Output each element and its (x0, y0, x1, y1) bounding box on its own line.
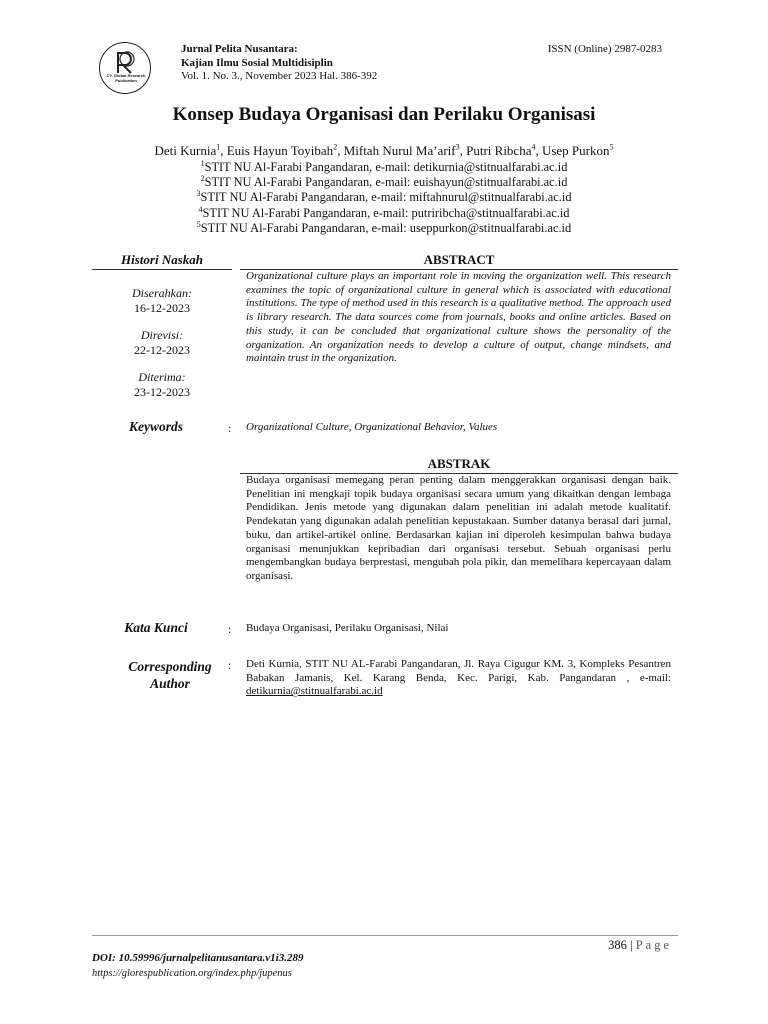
journal-name: Jurnal Pelita Nusantara: (181, 43, 298, 55)
histori-diterima (92, 370, 232, 399)
affiliation-list (0, 160, 768, 236)
histori-heading: Histori Naskah (121, 252, 203, 267)
logo-glyph-icon (114, 49, 136, 75)
affiliation-sup: 4 (198, 204, 203, 214)
affiliation-text: STIT NU Al-Farabi Pangandaran, e-mail: euishayun@stitnualfarabi.ac.id (204, 175, 568, 190)
page-number (608, 938, 672, 953)
corresponding-label (92, 658, 248, 692)
corresponding-address: Deti Kurnia, STIT NU AL-Farabi Pangandaran, Jl. Raya Cigugur KM. 3, Kompleks Pesantren Babakan Jamanis, Kel. Karang Benda, Kec. Parigi, Kab. Pangandaran , e-mail: (246, 658, 671, 684)
kata-kunci-text: Budaya Organisasi, Perilaku Organisasi, Nilai (246, 622, 449, 634)
direvisi-date: 22-12-2023 (134, 342, 190, 357)
affiliation-text: STIT NU Al-Farabi Pangandaran, e-mail: putriribcha@stitnualfarabi.ac.id (202, 205, 570, 220)
affiliation-line (0, 175, 768, 190)
histori-diserahkan (92, 286, 232, 315)
author-sep: , (535, 143, 542, 158)
publisher-logo (99, 42, 151, 94)
author-sup: 5 (609, 142, 614, 152)
affiliation-line (0, 190, 768, 205)
kata-kunci-label: Kata Kunci (124, 620, 188, 635)
abstract-text: Organizational culture plays an important role in moving the organization well. This research examines the topic of organizational culture in general which is associated with educational institutions. The type of method used in this research is a qualitative method. The approach used is library research. The data sources come from journals, books and online articles. Based on this study, it can be concluded that organizational culture shows the personality of the organization. An organization needs to develop a culture of output, change mindsets, and maintain trust in the organization. (246, 270, 671, 365)
author-sep: , (220, 143, 227, 158)
corresponding-text (246, 658, 671, 699)
author-list (0, 143, 768, 159)
author-name: Euis Hayun Toyibah (226, 143, 334, 158)
footer-divider (92, 935, 678, 936)
kata-kunci-colon: : (228, 622, 232, 636)
author-sep: , (459, 143, 467, 158)
abstrak-heading: ABSTRAK (427, 456, 491, 471)
author-name: Deti Kurnia (154, 143, 217, 158)
diterima-label: Diterima: (138, 370, 186, 384)
diserahkan-date: 16-12-2023 (134, 300, 190, 315)
article-title: Konsep Budaya Organisasi dan Perilaku Organisasi (172, 104, 596, 125)
affiliation-sup: 5 (196, 219, 201, 229)
diterima-date: 23-12-2023 (134, 384, 190, 399)
corresponding-email-link[interactable]: detikurnia@stitnualfarabi.ac.id (246, 685, 383, 698)
diserahkan-label: Diserahkan: (132, 286, 192, 300)
corresponding-label-line2: Author (150, 676, 190, 691)
affiliation-text: STIT NU Al-Farabi Pangandaran, e-mail: miftahnurul@stitnualfarabi.ac.id (200, 190, 572, 205)
affiliation-sup: 3 (196, 189, 201, 199)
author-sup: 2 (333, 142, 338, 152)
page-separator: | (626, 938, 636, 952)
author-sup: 4 (531, 142, 536, 152)
author-name: Usep Purkon (541, 143, 610, 158)
page-word: Page (635, 938, 672, 952)
author-sup: 3 (455, 142, 460, 152)
journal-volume: Vol. 1. No. 3., November 2023 Hal. 386-392 (181, 70, 378, 82)
affiliation-line (0, 160, 768, 175)
corresponding-label-line1: Corresponding (128, 659, 212, 674)
divider (92, 269, 232, 270)
abstrak-text: Budaya organisasi memegang peran penting dalam menggerakkan organisasi dengan baik. Penelitian ini mengkaji topik budaya organisasi secara umum yang dikaitkan dengan lembaga Pendidikan. Jenis metode yang digunakan dalam penelitian ini adalah metode kualitatif. Pendekatan yang digunakan adalah penelitian kepustakaan. Sumber datanya berasal dari jurnal, buku, dan artikel-artikel online. Berdasarkan kajian ini diperoleh kesimpulan bahwa budaya organisasi menunjukkan kepribadian dari organisasi tersebut. Sebuah organisasi perlu mengembangkan budaya berprestasi, mengubah pola pikir, dan memelihara kepercayaan dalam organisasi. (246, 474, 671, 582)
doi[interactable]: DOI: 10.59996/jurnalpelitanusantara.v1i3.289 (92, 952, 304, 964)
journal-subtitle: Kajian Ilmu Sosial Multidisiplin (181, 56, 333, 69)
abstract-heading: ABSTRACT (423, 252, 495, 267)
affiliation-text: STIT NU Al-Farabi Pangandaran, e-mail: useppurkon@stitnualfarabi.ac.id (200, 220, 572, 235)
logo-text: CV. Global Research Publication (106, 73, 146, 83)
journal-url[interactable]: https://glorespublication.org/index.php/jupenus (92, 968, 292, 979)
affiliation-line (0, 221, 768, 236)
author-name: Miftah Nurul Ma’arif (343, 143, 456, 158)
direvisi-label: Direvisi: (140, 328, 184, 342)
affiliation-text: STIT NU Al-Farabi Pangandaran, e-mail: detikurnia@stitnualfarabi.ac.id (204, 160, 568, 174)
keywords-text: Organizational Culture, Organizational Behavior, Values (246, 421, 498, 433)
keywords-colon: : (228, 421, 232, 435)
issn: ISSN (Online) 2987-0283 (547, 43, 662, 55)
page-number-value: 386 (608, 938, 627, 952)
keywords-label: Keywords (129, 419, 183, 434)
histori-direvisi (92, 328, 232, 357)
affiliation-line (0, 206, 768, 221)
affiliation-sup: 1 (200, 158, 205, 168)
author-sup: 1 (216, 142, 221, 152)
journal-info (181, 43, 377, 84)
corresponding-colon: : (228, 658, 232, 672)
author-name: Putri Ribcha (466, 143, 532, 158)
affiliation-sup: 2 (200, 174, 205, 184)
author-sep: , (337, 143, 344, 158)
